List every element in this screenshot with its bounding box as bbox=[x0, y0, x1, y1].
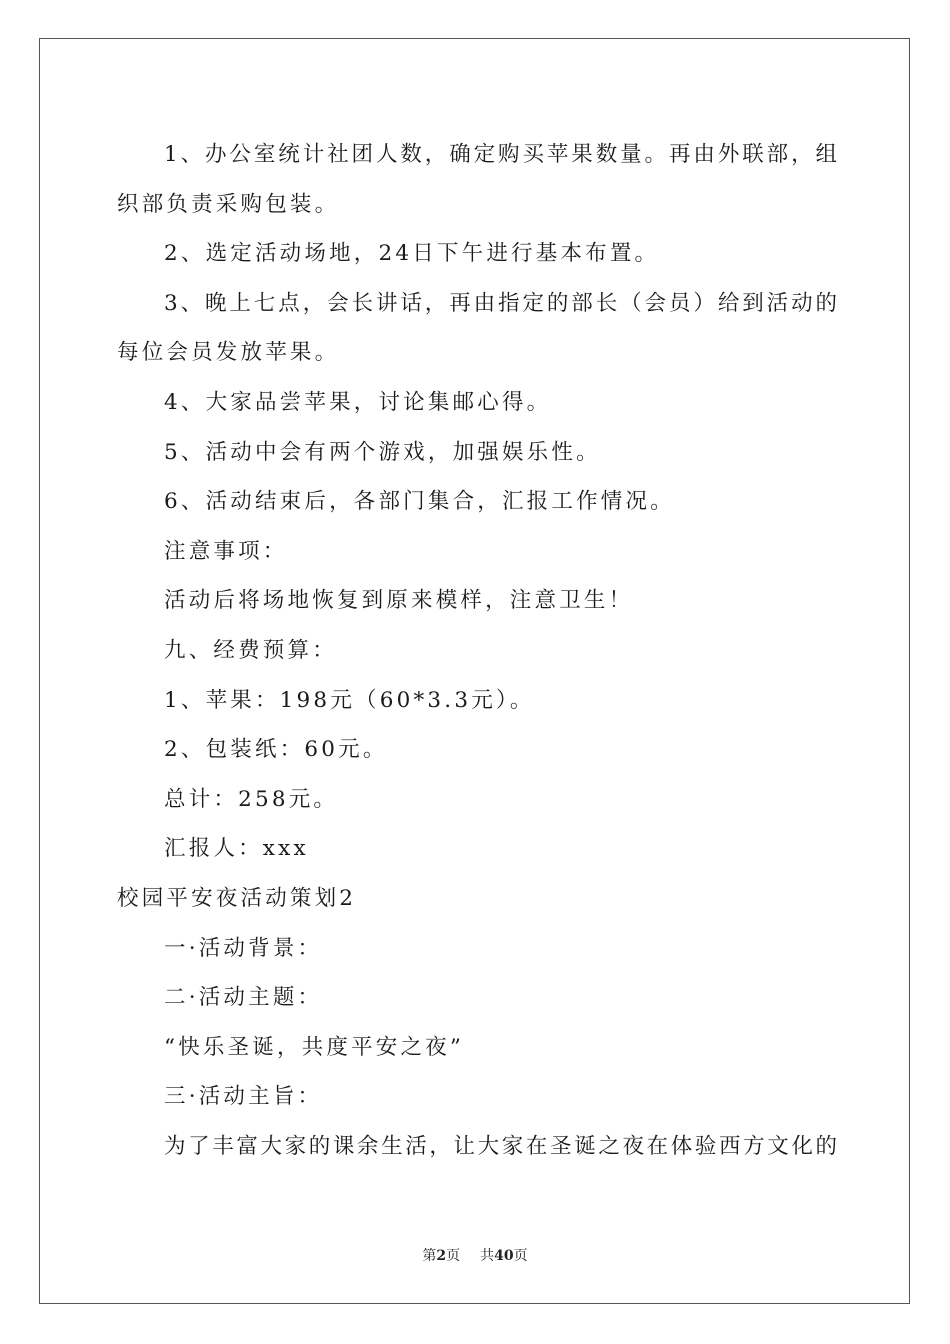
page-suffix: 页 bbox=[446, 1248, 461, 1264]
section-heading: 九、经费预算： bbox=[164, 637, 337, 663]
paragraph-line: 6、活动结束后，各部门集合，汇报工作情况。 bbox=[164, 489, 675, 515]
total-suffix: 页 bbox=[513, 1248, 528, 1264]
paragraph-line: 2、包装纸：60元。 bbox=[164, 737, 388, 763]
section-heading: 注意事项： bbox=[164, 538, 288, 564]
page-prefix: 第 bbox=[422, 1248, 437, 1264]
page-footer bbox=[0, 1246, 950, 1266]
total-pages: 40 bbox=[494, 1248, 514, 1264]
paragraph-line: 织部负责采购包装。 bbox=[117, 191, 340, 217]
page-number: 2 bbox=[436, 1248, 447, 1264]
section-heading: 三·活动主旨： bbox=[164, 1084, 323, 1110]
paragraph-line: 5、活动中会有两个游戏，加强娱乐性。 bbox=[164, 439, 601, 465]
paragraph-line: 为了丰富大家的课余生活，让大家在圣诞之夜在体验西方文化的 bbox=[164, 1133, 837, 1159]
section-heading: 二·活动主题： bbox=[164, 985, 323, 1011]
paragraph-line: “快乐圣诞，共度平安之夜” bbox=[164, 1034, 465, 1060]
paragraph-line: 活动后将场地恢复到原来模样，注意卫生！ bbox=[164, 588, 634, 614]
paragraph-line: 4、大家品尝苹果，讨论集邮心得。 bbox=[164, 389, 552, 415]
paragraph-line: 汇报人：xxx bbox=[164, 836, 309, 862]
paragraph-line: 1、苹果：198元（60*3.3元）。 bbox=[164, 687, 535, 713]
document-title: 校园平安夜活动策划2 bbox=[117, 885, 357, 911]
total-prefix: 共 bbox=[480, 1248, 495, 1264]
paragraph-line: 1、办公室统计社团人数，确定购买苹果数量。再由外联部，组 bbox=[164, 142, 837, 167]
paragraph-line: 每位会员发放苹果。 bbox=[117, 340, 340, 366]
section-heading: 一·活动背景： bbox=[164, 935, 323, 961]
paragraph-line: 总计：258元。 bbox=[164, 786, 339, 812]
paragraph-line: 2、选定活动场地，24日下午进行基本布置。 bbox=[164, 241, 660, 267]
paragraph-line: 3、晚上七点，会长讲话，再由指定的部长（会员）给到活动的 bbox=[164, 290, 837, 316]
document-body bbox=[117, 130, 837, 1171]
